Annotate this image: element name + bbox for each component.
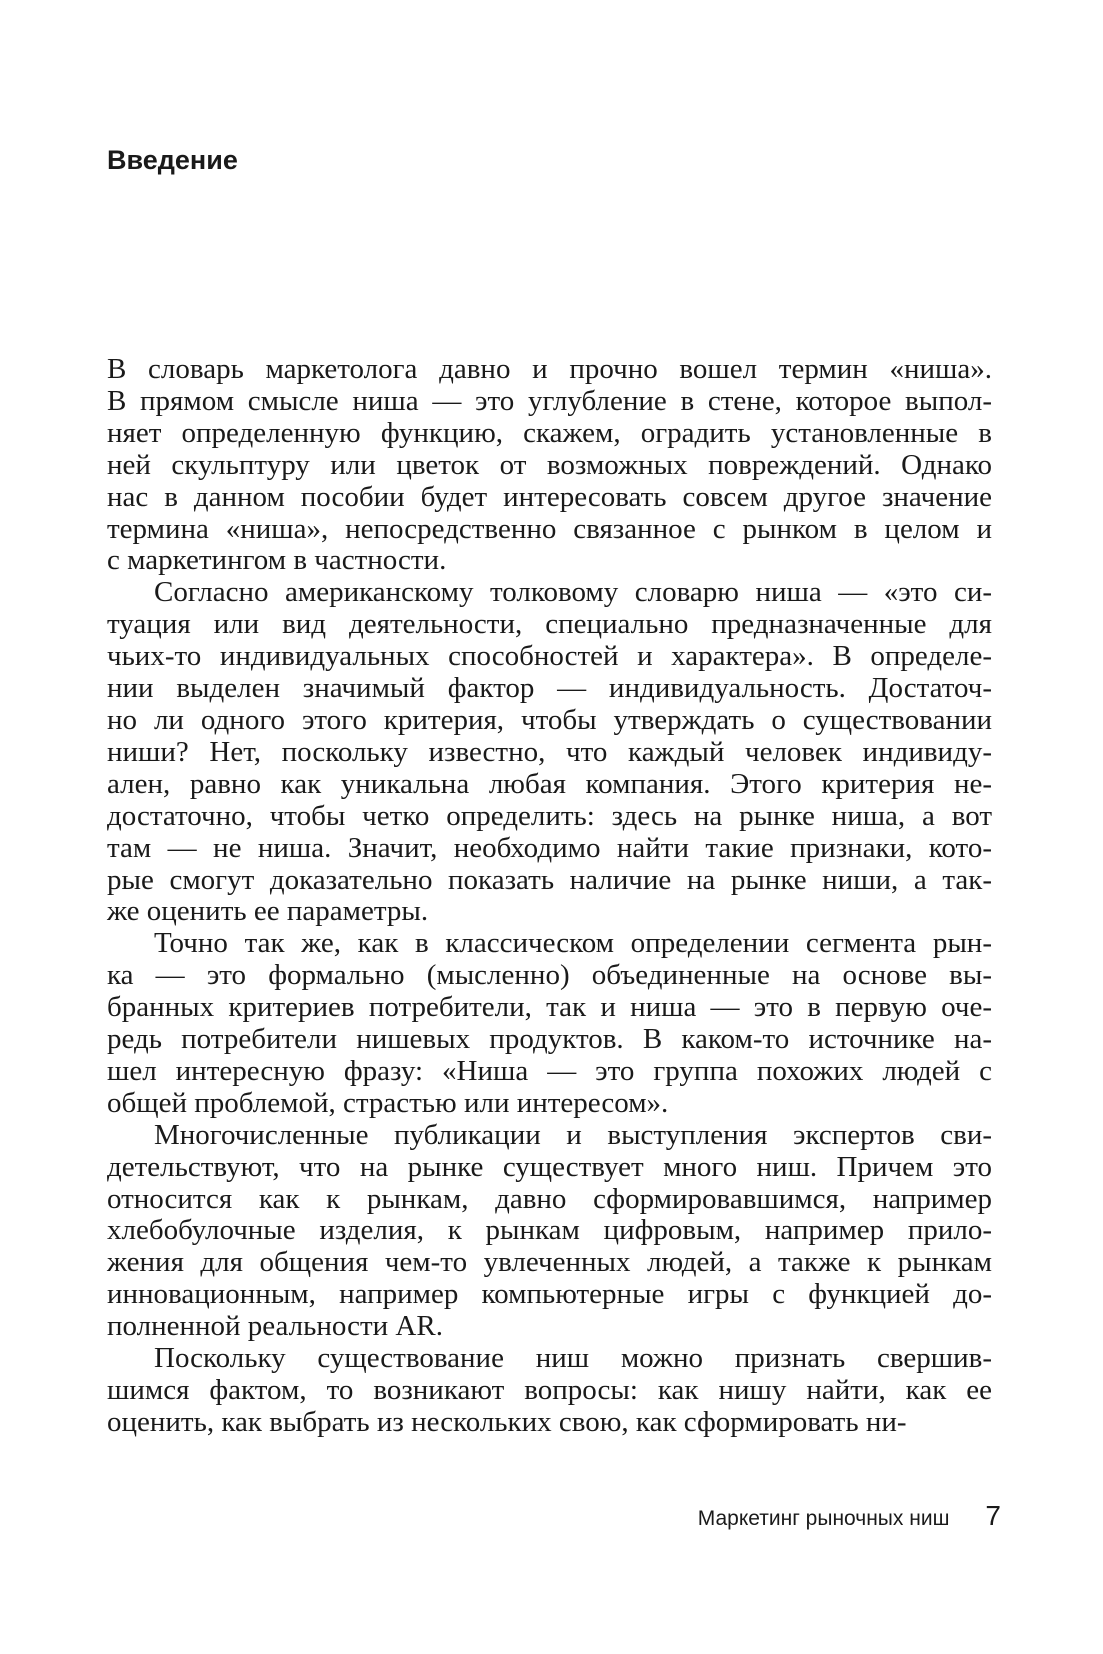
text-line: относится как к рынкам, давно сформировавшимся, например <box>107 1182 992 1215</box>
text-line: Согласно американскому толковому словарю ниша — «это си- <box>154 576 992 609</box>
text-line: но ли одного этого критерия, чтобы утверждать о существовании <box>107 703 992 736</box>
text-line: чьих-то индивидуальных способностей и характера». В определе- <box>107 640 992 673</box>
text-line: няет определенную функцию, скажем, оградить установленные в <box>107 416 992 449</box>
paragraph <box>107 577 992 928</box>
text-line: редь потребители нишевых продуктов. В каком-то источнике на- <box>107 1023 992 1056</box>
text-line: ней скульптуру или цветок от возможных повреждений. Однако <box>107 448 992 481</box>
text-line: нии выделен значимый фактор — индивидуальность. Достаточ- <box>107 672 992 705</box>
body-text <box>107 354 992 1439</box>
text-line: с маркетингом в частности. <box>107 544 447 577</box>
text-line: ка — это формально (мысленно) объединенные на основе вы- <box>107 959 992 992</box>
text-line: туация или вид деятельности, специально предназначенные для <box>107 608 992 641</box>
text-line: термина «ниша», непосредственно связанное с рынком в целом и <box>107 512 992 545</box>
paragraph <box>107 928 992 1119</box>
text-line: же оценить ее параметры. <box>107 895 429 928</box>
text-line: шел интересную фразу: «Ниша — это группа похожих людей с <box>107 1054 992 1087</box>
text-line: Многочисленные публикации и выступления экспертов сви- <box>154 1118 992 1151</box>
page-number: 7 <box>985 1500 1001 1531</box>
text-line: В словарь маркетолога давно и прочно вошел термин «ниша». <box>107 353 992 385</box>
text-line: ален, равно как уникальна любая компания. Этого критерия не- <box>107 767 992 800</box>
text-line: жения для общения чем-то увлеченных людей, а также к рынкам <box>107 1246 992 1279</box>
paragraph <box>107 1343 992 1439</box>
text-line: Поскольку существование ниш можно признать свершив- <box>154 1342 992 1375</box>
text-line: достаточно, чтобы четко определить: здесь на рынке ниша, а вот <box>107 799 992 832</box>
text-line: там — не ниша. Значит, необходимо найти такие признаки, кото- <box>107 831 992 864</box>
text-line: Точно так же, как в классическом определении сегмента рын- <box>154 927 992 960</box>
text-line: детельствуют, что на рынке существует много ниш. Причем это <box>107 1150 992 1183</box>
text-line: рые смогут доказательно показать наличие на рынке ниши, а так- <box>107 863 992 896</box>
running-title: Маркетинг рыночных ниш <box>697 1507 950 1530</box>
paragraph <box>107 1120 992 1343</box>
text-line: бранных критериев потребители, так и ниша — это в первую оче- <box>107 991 992 1024</box>
text-line: инновационным, например компьютерные игры с функцией до- <box>107 1278 992 1311</box>
text-line: общей проблемой, страстью или интересом». <box>107 1086 669 1119</box>
text-line: оценить, как выбрать из нескольких свою, как сформировать ни- <box>107 1405 907 1438</box>
text-line: хлебобулочные изделия, к рынкам цифровым, например прило- <box>107 1214 992 1247</box>
page-footer <box>698 1500 1001 1532</box>
chapter-heading: Введение <box>107 145 238 175</box>
text-line: полненной реальности AR. <box>107 1310 443 1343</box>
text-line: ниши? Нет, поскольку известно, что каждый человек индивиду- <box>107 735 992 768</box>
text-line: В прямом смысле ниша — это углубление в стене, которое выпол- <box>107 384 992 417</box>
text-line: нас в данном пособии будет интересовать совсем другое значение <box>107 480 992 513</box>
text-line: шимся фактом, то возникают вопросы: как нишу найти, как ее <box>107 1374 992 1406</box>
paragraph <box>107 354 992 577</box>
